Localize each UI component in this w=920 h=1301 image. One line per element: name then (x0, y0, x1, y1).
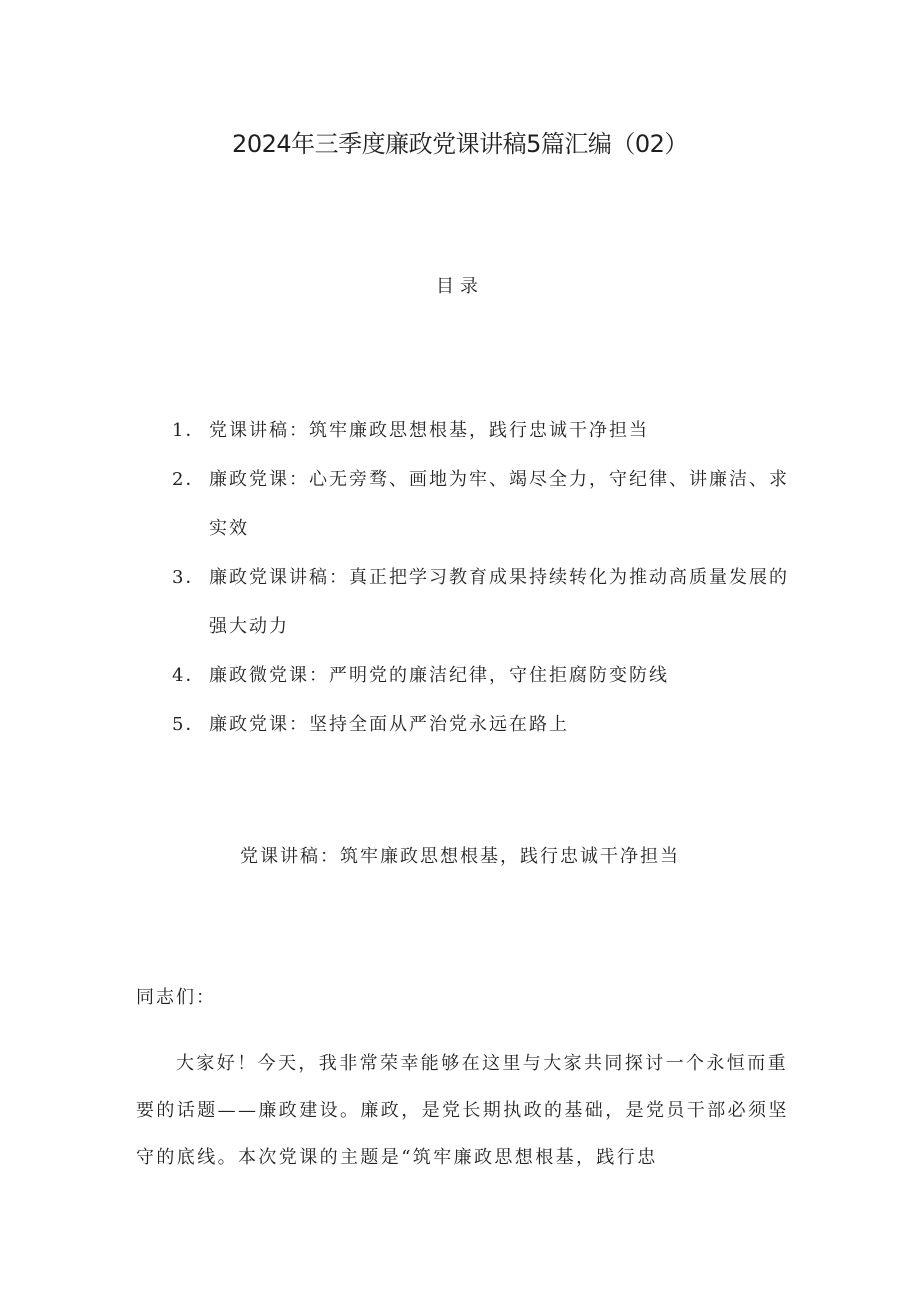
toc-item-2[interactable] (172, 455, 802, 553)
toc-item-number: 2． (172, 469, 206, 490)
section-heading: 党课讲稿：筑牢廉政思想根基，践行忠诚干净担当 (240, 846, 680, 867)
toc-item-3[interactable] (172, 553, 802, 651)
toc-item-text: 廉政微党课：严明党的廉洁纪律，守住拒腐防变防线 (209, 665, 669, 686)
toc-item-number: 5． (172, 714, 206, 735)
toc-item-4[interactable] (172, 651, 802, 700)
toc-item-text: 党课讲稿：筑牢廉政思想根基，践行忠诚干净担当 (209, 420, 649, 441)
document-title: 2024年三季度廉政党课讲稿5篇汇编（02） (232, 130, 688, 158)
toc-item-text: 廉政党课：坚持全面从严治党永远在路上 (209, 714, 569, 735)
toc-item-5[interactable] (172, 700, 802, 749)
toc-item-number: 1． (172, 420, 206, 441)
toc-item-number: 4． (172, 665, 206, 686)
salutation: 同志们： (136, 987, 216, 1008)
toc-heading: 目录 (436, 276, 484, 297)
toc-item-number: 3． (172, 567, 206, 588)
toc-item-text: 廉政党课：心无旁骛、画地为牢、竭尽全力，守纪律、讲廉洁、求实效 (209, 469, 789, 539)
body-paragraph: 大家好！今天，我非常荣幸能够在这里与大家共同探讨一个永恒而重要的话题——廉政建设。廉政，是党长期执政的基础，是党员干部必须坚守的底线。本次党课的主题是“筑牢廉政思想根基，践行忠 (136, 1053, 789, 1168)
toc-item-text: 廉政党课讲稿：真正把学习教育成果持续转化为推动高质量发展的强大动力 (209, 567, 789, 637)
toc-item-1[interactable] (172, 406, 802, 455)
table-of-contents (172, 406, 802, 749)
